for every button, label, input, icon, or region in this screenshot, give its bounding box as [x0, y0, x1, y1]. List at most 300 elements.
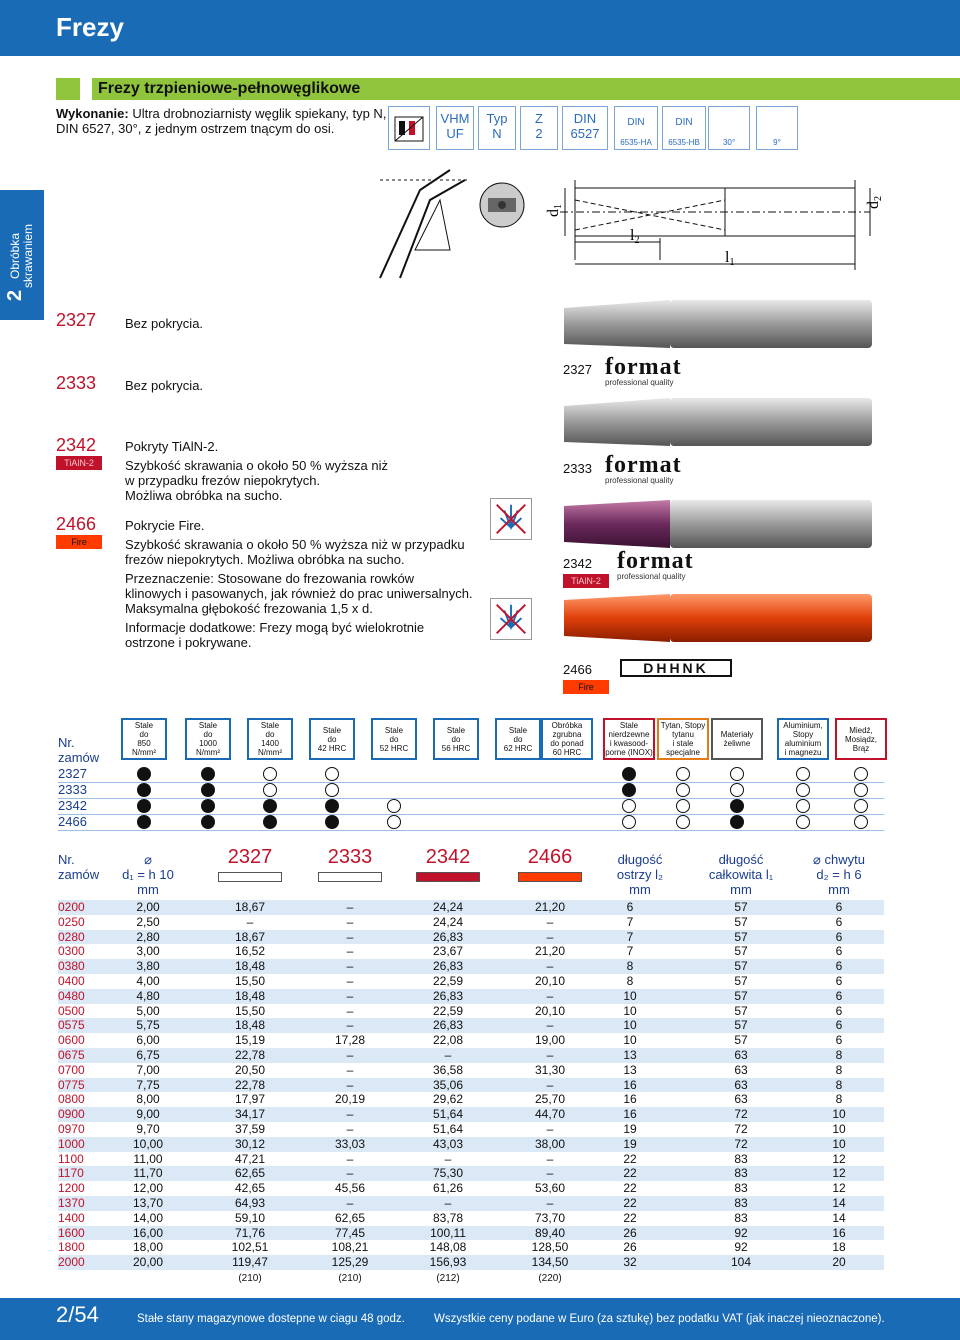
pack-count: (212) [436, 1273, 460, 1284]
table-cell: 12,00 [132, 1181, 164, 1196]
material-header-line: Materiały [720, 730, 754, 739]
table-cell: – [346, 959, 354, 974]
no-coolant-icon [490, 598, 532, 640]
material-header-line: Stale [508, 725, 528, 735]
table-cell: 51,64 [432, 1107, 464, 1122]
table-cell: 100,11 [430, 1225, 466, 1240]
conditional-dot [796, 783, 810, 797]
table-cell: 34,17 [234, 1107, 266, 1122]
table-cell: 119,47 [232, 1255, 268, 1270]
table-cell: 61,26 [432, 1181, 464, 1196]
table-cell: 57 [734, 1018, 748, 1033]
material-header-line: porne (INOX) [605, 748, 653, 757]
table-cell: – [346, 974, 354, 988]
table-cell: 72 [734, 1122, 748, 1136]
table-cell: 6,75 [136, 1048, 160, 1062]
header-line: mm [629, 882, 651, 897]
table-cell: – [346, 1122, 354, 1136]
l1-label: l1 [725, 249, 735, 268]
table-cell: 0700 [58, 1062, 85, 1077]
fire-badge: Fire [563, 680, 609, 694]
material-header-line: żeliwne [723, 739, 751, 748]
table-cell: 1200 [58, 1181, 85, 1196]
conditional-dot [622, 799, 636, 813]
table-cell: 1370 [58, 1196, 85, 1210]
table-cell: 11,00 [133, 1151, 163, 1166]
page-title: Frezy [56, 12, 124, 42]
table-cell: 22,78 [234, 1048, 266, 1062]
conditional-dot [796, 799, 810, 813]
table-cell: 148,08 [429, 1240, 467, 1255]
suitable-dot [325, 799, 339, 813]
material-header-line: Stale [619, 721, 639, 730]
material-header-8 [603, 718, 655, 760]
table-cell: 26 [623, 1225, 637, 1240]
spec-line-2: 2 [535, 126, 543, 141]
table-cell: 53,60 [534, 1181, 566, 1196]
table-cell: 16,00 [132, 1225, 164, 1240]
header-line: mm [137, 882, 159, 897]
table-cell: 1100 [58, 1151, 84, 1166]
table-cell: – [546, 1122, 554, 1136]
conditional-dot [730, 783, 744, 797]
table-cell: 125,29 [331, 1255, 369, 1270]
table-cell: 42,65 [234, 1181, 266, 1196]
table-cell: 32 [623, 1255, 637, 1270]
material-header-1 [185, 718, 231, 760]
table-cell: 8 [626, 974, 634, 988]
header-line: mm [828, 882, 850, 897]
table-cell: 24,24 [432, 900, 464, 914]
material-header-line: N/mm² [196, 748, 220, 757]
table-cell: 3,80 [136, 959, 160, 974]
table-cell: 18,67 [234, 929, 266, 944]
table-cell: 47,21 [234, 1151, 266, 1166]
dhh-logo: DHHNK [620, 659, 732, 677]
col-d2-header [794, 852, 884, 897]
table-cell: – [346, 900, 354, 914]
table-cell: 14,00 [132, 1210, 164, 1225]
material-header-0 [121, 718, 167, 760]
suitable-dot [622, 783, 636, 797]
table-cell: – [346, 1077, 354, 1092]
table-cell: – [346, 1151, 354, 1166]
format-tagline: professional quality [617, 572, 686, 581]
tool-pictogram-icon [388, 106, 430, 150]
material-header-line: 1400 [261, 739, 279, 748]
table-cell: 0675 [58, 1048, 85, 1062]
table-cell: – [444, 1196, 452, 1210]
material-header-text [380, 726, 408, 753]
table-cell: 57 [734, 900, 748, 914]
material-row-code: 2333 [58, 782, 87, 797]
material-header-text [504, 726, 532, 753]
table-cell: 12 [832, 1151, 846, 1166]
table-cell: 26 [623, 1240, 637, 1255]
col-nr-header [58, 852, 108, 882]
material-header-line: 42 HRC [317, 743, 347, 753]
table-cell: 30,12 [234, 1136, 266, 1151]
table-cell: 63 [734, 1092, 748, 1107]
table-cell: 0500 [58, 1003, 85, 1018]
table-cell: 20,50 [234, 1062, 266, 1077]
table-cell: – [346, 1018, 354, 1033]
suitable-dot [201, 783, 215, 797]
table-cell: 33,03 [334, 1136, 366, 1151]
spec-icon-5 [662, 106, 706, 150]
chapter-label-line-2: skrawaniem [21, 223, 35, 289]
row-divider [58, 830, 884, 831]
material-header-6 [495, 718, 541, 760]
table-cell: 0280 [58, 929, 85, 944]
format-tagline: professional quality [605, 378, 674, 387]
conditional-dot [676, 783, 690, 797]
col-d1-header [118, 852, 178, 897]
spec-line-2: UF [446, 126, 464, 141]
suitable-dot [137, 815, 151, 829]
table-cell: 108,21 [331, 1240, 369, 1255]
table-cell: 83,78 [432, 1210, 464, 1225]
desc-line: Pokrycie Fire. [125, 518, 205, 533]
material-header-line: Obróbka [551, 721, 583, 730]
table-cell: 10,00 [132, 1136, 164, 1151]
col-l2-header [600, 852, 680, 897]
suitable-dot [622, 767, 636, 781]
spec-icon-2 [520, 106, 558, 150]
spec-icon-text [437, 111, 473, 141]
table-cell: 6 [835, 944, 843, 959]
table-cell: 8 [835, 1077, 843, 1092]
desc-line: Szybkość skrawania o około 50 % wyższa niż [125, 458, 389, 473]
table-cell: – [346, 1062, 354, 1077]
wykonanie-text [56, 106, 396, 136]
table-cell: 62,65 [234, 1166, 266, 1181]
material-header-line: do [265, 730, 275, 739]
material-header-line: Stale [322, 725, 342, 735]
table-cell: 18,48 [234, 959, 266, 974]
table-cell: – [246, 914, 254, 929]
material-header-text [132, 721, 156, 757]
spec-line-1: Typ [486, 111, 508, 126]
table-cell: 2000 [58, 1255, 85, 1270]
suitable-dot [201, 767, 215, 781]
table-cell: 6 [835, 929, 843, 944]
material-header-line: do [327, 734, 337, 744]
material-header-line: do [451, 734, 461, 744]
table-cell: 16 [623, 1092, 637, 1107]
table-cell: 156,93 [429, 1255, 467, 1270]
table-cell: 92 [734, 1240, 748, 1255]
col-code-header-2333: 2333 [327, 846, 373, 868]
table-cell: – [346, 1107, 354, 1122]
conditional-dot [263, 767, 277, 781]
table-cell: 83 [734, 1181, 748, 1196]
material-header-line: Brąz [852, 743, 870, 753]
tialn-badge: TiAlN-2 [563, 574, 609, 588]
desc-line: Możliwa obróbka na sucho. [125, 488, 283, 503]
product-code: 2466 [56, 514, 97, 534]
header-line: zamów [58, 867, 100, 882]
format-logo: format [605, 452, 682, 478]
spec-icon-text [479, 111, 515, 141]
table-cell: 2,00 [136, 900, 160, 914]
table-cell: – [346, 1196, 354, 1210]
header-line: d₁ = h 10 [122, 867, 174, 882]
table-cell: 12 [832, 1181, 846, 1196]
spec-icon-4 [614, 106, 658, 150]
table-cell: 5,75 [136, 1018, 160, 1033]
table-cell: 21,20 [534, 900, 566, 914]
table-cell: 92 [734, 1225, 748, 1240]
suitable-dot [201, 799, 215, 813]
table-cell: – [546, 1077, 554, 1092]
table-cell: 20,10 [534, 1003, 566, 1018]
material-header-line: 52 HRC [379, 743, 409, 753]
material-header-4 [371, 718, 417, 760]
table-cell: 1000 [58, 1136, 85, 1151]
product-code: 2333 [56, 373, 97, 393]
table-cell: 0575 [58, 1018, 85, 1033]
table-cell: 31,30 [534, 1062, 566, 1077]
photo-label-2342: 2342 [563, 556, 592, 571]
table-cell: – [444, 1048, 452, 1062]
material-header-text [661, 721, 705, 757]
table-cell: 38,00 [534, 1136, 566, 1151]
table-cell: 6 [626, 900, 634, 914]
table-cell: 57 [734, 944, 748, 959]
photo-label-2466: 2466 [563, 662, 592, 677]
table-cell: 0600 [58, 1033, 85, 1048]
material-header-line: Mosiądz, [844, 734, 877, 744]
product-desc [125, 439, 388, 503]
table-cell: 1800 [58, 1240, 85, 1255]
table-cell: 7 [626, 914, 634, 929]
conditional-dot [796, 815, 810, 829]
table-cell: 0900 [58, 1107, 85, 1122]
format-tagline: professional quality [605, 476, 674, 485]
material-header-line: i kwasood- [609, 739, 649, 748]
table-cell: 6 [835, 1018, 843, 1033]
row-divider [58, 782, 884, 783]
table-cell: 21,20 [534, 944, 566, 959]
table-cell: 1600 [58, 1225, 85, 1240]
material-row-code: 2327 [58, 766, 87, 781]
material-header-line: specjalne [666, 748, 700, 757]
spec-icon-caption: 6535-HB [668, 138, 700, 147]
table-cell: – [546, 1196, 554, 1210]
material-header-line: tytanu [672, 730, 694, 739]
table-cell: 16 [623, 1077, 637, 1092]
table-cell: 2,50 [136, 914, 160, 929]
table-cell: 17,28 [334, 1033, 366, 1048]
conditional-dot [387, 799, 401, 813]
table-cell: 22 [623, 1181, 637, 1196]
table-cell: 6 [835, 974, 843, 988]
suitable-dot [730, 815, 744, 829]
table-cell: 10 [832, 1136, 846, 1151]
footer-note-prices: Wszystkie ceny podane w Euro (za sztukę) bez podatku VAT (jak inaczej nieoznaczone). [434, 1313, 885, 1325]
spec-icon-3 [562, 106, 608, 150]
row-divider [58, 814, 884, 815]
table-cell: 6 [835, 900, 843, 914]
col-code-header-2342: 2342 [425, 846, 471, 868]
desc-line: Pokryty TiAlN-2. [125, 439, 219, 454]
table-cell: 18,67 [234, 900, 266, 914]
suitable-dot [137, 783, 151, 797]
table-cell: 0300 [58, 944, 85, 959]
table-cell: 26,83 [432, 959, 464, 974]
table-cell: 13 [623, 1062, 637, 1077]
fire-badge: Fire [56, 535, 102, 549]
table-cell: – [346, 929, 354, 944]
table-cell: 89,40 [534, 1225, 566, 1240]
table-cell: 15,19 [234, 1033, 266, 1048]
desc-line: Stosowane do frezowania rowków [217, 571, 415, 586]
table-cell: – [444, 1151, 452, 1166]
table-cell: – [546, 914, 554, 929]
header-line: długość [617, 852, 663, 867]
conditional-dot [622, 815, 636, 829]
material-header-line: N/mm² [132, 748, 156, 757]
table-cell: 83 [734, 1166, 748, 1181]
material-header-line: aluminium [784, 739, 822, 748]
table-cell: 1170 [58, 1166, 84, 1181]
product-desc: Bez pokrycia. [125, 316, 204, 331]
table-cell: 57 [734, 959, 748, 974]
table-cell: 22 [623, 1151, 637, 1166]
table-cell: 19 [623, 1136, 637, 1151]
spec-line-2: 6527 [570, 126, 600, 141]
table-cell: 2,80 [136, 929, 160, 944]
header-line: długość [718, 852, 764, 867]
table-cell: 35,06 [432, 1077, 464, 1092]
nr-label: Nr. [58, 735, 75, 750]
spec-icon-6 [708, 106, 750, 150]
table-cell: 72 [734, 1136, 748, 1151]
table-cell: 0775 [58, 1077, 85, 1092]
desc-line: w przypadku frezów niepokrytych. [125, 473, 321, 488]
informacje-label: Informacje dodatkowe: [125, 620, 256, 635]
material-header-12 [835, 718, 887, 760]
table-cell: 26,83 [432, 1018, 464, 1033]
spec-icon-caption: 9° [773, 138, 781, 147]
table-cell: 62,65 [334, 1210, 366, 1225]
table-cell: 10 [623, 988, 637, 1003]
spec-icon-7 [756, 106, 798, 150]
coating-swatch [416, 872, 480, 882]
table-cell: 6 [835, 959, 843, 974]
header-line: mm [730, 882, 752, 897]
table-cell: 0480 [58, 988, 85, 1003]
d2-label: d2 [865, 196, 884, 209]
table-cell: 57 [734, 929, 748, 944]
table-cell: 134,50 [531, 1255, 569, 1270]
material-header-line: Stopy [792, 730, 814, 739]
suitable-dot [325, 815, 339, 829]
table-cell: 43,03 [432, 1136, 464, 1151]
table-cell: 57 [734, 1033, 748, 1048]
col-l1-header [696, 852, 786, 897]
table-cell: 6 [835, 1033, 843, 1048]
section-marker [56, 78, 80, 100]
table-cell: 6 [835, 914, 843, 929]
material-header-text [550, 721, 583, 757]
table-cell: – [546, 1166, 554, 1181]
table-cell: 77,45 [334, 1225, 366, 1240]
format-logo: format [605, 354, 682, 380]
conditional-dot [676, 815, 690, 829]
material-row-code: 2342 [58, 798, 87, 813]
table-cell: 10 [623, 1033, 637, 1048]
table-cell: 20,00 [132, 1255, 164, 1270]
spec-line-1: VHM [440, 111, 470, 126]
material-header-line: Stale [446, 725, 466, 735]
table-cell: 0970 [58, 1122, 85, 1136]
table-cell: 19,00 [534, 1033, 566, 1048]
material-header-line: do [139, 730, 149, 739]
table-cell: 22,59 [432, 1003, 464, 1018]
product-desc [125, 518, 473, 650]
table-cell: 6 [835, 988, 843, 1003]
material-header-text [258, 721, 282, 757]
material-header-line: i magnezu [784, 748, 822, 757]
table-cell: 64,93 [234, 1196, 266, 1210]
material-header-line: do [513, 734, 523, 744]
table-cell: 9,70 [136, 1122, 160, 1136]
table-cell: 4,00 [136, 974, 160, 988]
material-header-line: 56 HRC [441, 743, 471, 753]
suitable-dot [730, 799, 744, 813]
table-cell: 22,59 [432, 974, 464, 988]
zamow-label: zamów [58, 750, 100, 765]
table-cell: 83 [734, 1210, 748, 1225]
spec-line-1: DIN [675, 117, 693, 128]
spec-icon-caption: 6535-HA [620, 138, 652, 147]
format-logo: format [617, 548, 694, 574]
material-header-line: 1000 [199, 739, 217, 748]
table-cell: 22,08 [432, 1033, 464, 1048]
table-cell: 16 [623, 1107, 637, 1122]
chapter-label-line-1: Obróbka [8, 232, 22, 280]
material-header-10 [711, 718, 763, 760]
chapter-label [9, 224, 35, 288]
material-header-line: Miedź, [849, 725, 873, 735]
table-cell: 1400 [58, 1210, 85, 1225]
suitable-dot [263, 815, 277, 829]
col-code-header-2327: 2327 [227, 846, 273, 868]
conditional-dot [263, 783, 277, 797]
spec-icon-text [615, 115, 657, 130]
suitable-dot [137, 767, 151, 781]
table-cell: – [346, 1166, 354, 1181]
material-header-line: do [389, 734, 399, 744]
spec-icon-text [563, 111, 607, 141]
table-cell: 7 [626, 944, 634, 959]
table-cell: 20 [832, 1255, 846, 1270]
material-header-text [442, 726, 470, 753]
desc-line: ostrzone i pokrywane. [125, 635, 252, 650]
table-cell: 20,19 [334, 1092, 366, 1107]
suitable-dot [137, 799, 151, 813]
table-cell: 13,70 [132, 1196, 164, 1210]
table-cell: 71,76 [234, 1225, 266, 1240]
table-cell: 63 [734, 1077, 748, 1092]
table-cell: 0800 [58, 1092, 85, 1107]
table-cell: 9,00 [136, 1107, 160, 1122]
spec-icon-1 [478, 106, 516, 150]
table-cell: 51,64 [432, 1122, 464, 1136]
table-cell: – [346, 988, 354, 1003]
